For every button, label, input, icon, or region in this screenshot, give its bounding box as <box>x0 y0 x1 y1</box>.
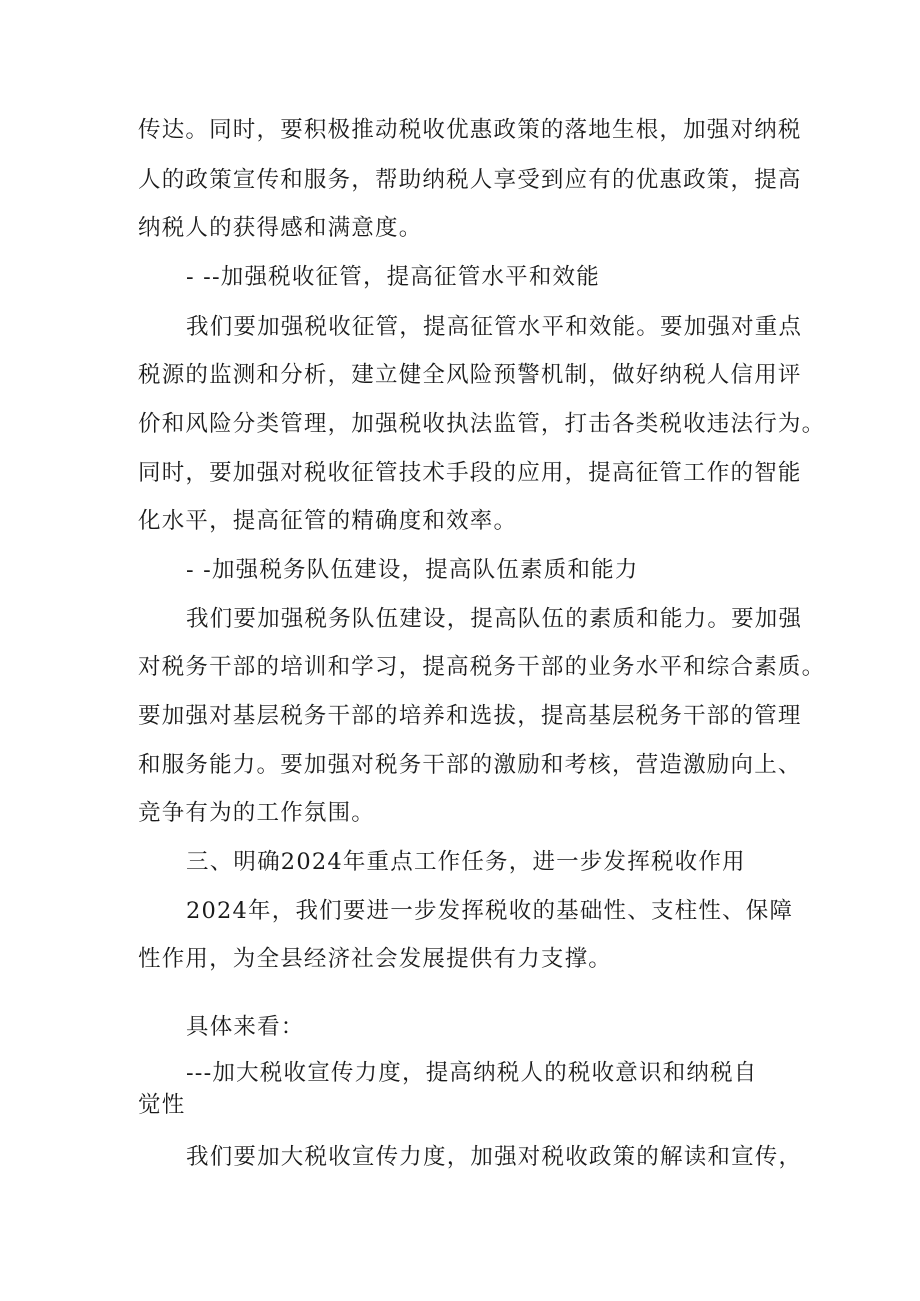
body-text-line: 竞争有为的工作氛围。 <box>138 800 376 826</box>
body-text-line: 纳税人的获得感和满意度。 <box>138 215 423 241</box>
body-text-line: 我们要加强税收征管，提高征管水平和效能。要加强对重点 <box>186 314 803 340</box>
body-text-line: 和服务能力。要加强对税务干部的激励和考核，营造激励向上、 <box>138 752 802 778</box>
body-text-line: 价和风险分类管理，加强税收执法监管，打击各类税收违法行为。 <box>138 411 826 437</box>
body-text-line: 性作用，为全县经济社会发展提供有力支撑。 <box>138 946 613 972</box>
body-text-line: 2024年，我们要进一步发挥税收的基础性、支柱性、保障 <box>186 898 794 924</box>
body-text-line: 人的政策宣传和服务，帮助纳税人享受到应有的优惠政策，提高 <box>138 167 802 193</box>
section-heading: - --加强税收征管，提高征管水平和效能 <box>186 264 600 290</box>
body-text-line: 要加强对基层税务干部的培养和选拔，提高基层税务干部的管理 <box>138 703 802 729</box>
body-text-line: 具体来看： <box>186 1014 305 1040</box>
body-text-line: 化水平，提高征管的精确度和效率。 <box>138 508 518 534</box>
section-heading: - -加强税务队伍建设，提高队伍素质和能力 <box>186 557 639 583</box>
body-text-line: 我们要加大税收宣传力度，加强对税收政策的解读和宣传， <box>186 1144 803 1170</box>
body-text-line: 税源的监测和分析，建立健全风险预警机制，做好纳税人信用评 <box>138 362 802 388</box>
body-text-line: 对税务干部的培训和学习，提高税务干部的业务水平和综合素质。 <box>138 654 826 680</box>
body-text-line: 传达。同时，要积极推动税收优惠政策的落地生根，加强对纳税 <box>138 117 802 143</box>
body-text-line: 我们要加强税务队伍建设，提高队伍的素质和能力。要加强 <box>186 606 803 632</box>
section-heading: ---加大税收宣传力度，提高纳税人的税收意识和纳税自 <box>186 1060 758 1086</box>
body-text-line: 同时，要加强对税收征管技术手段的应用，提高征管工作的智能 <box>138 460 802 486</box>
section-heading-continued: 觉性 <box>138 1092 186 1118</box>
section-heading: 三、明确2024年重点工作任务，进一步发挥税收作用 <box>186 849 746 875</box>
